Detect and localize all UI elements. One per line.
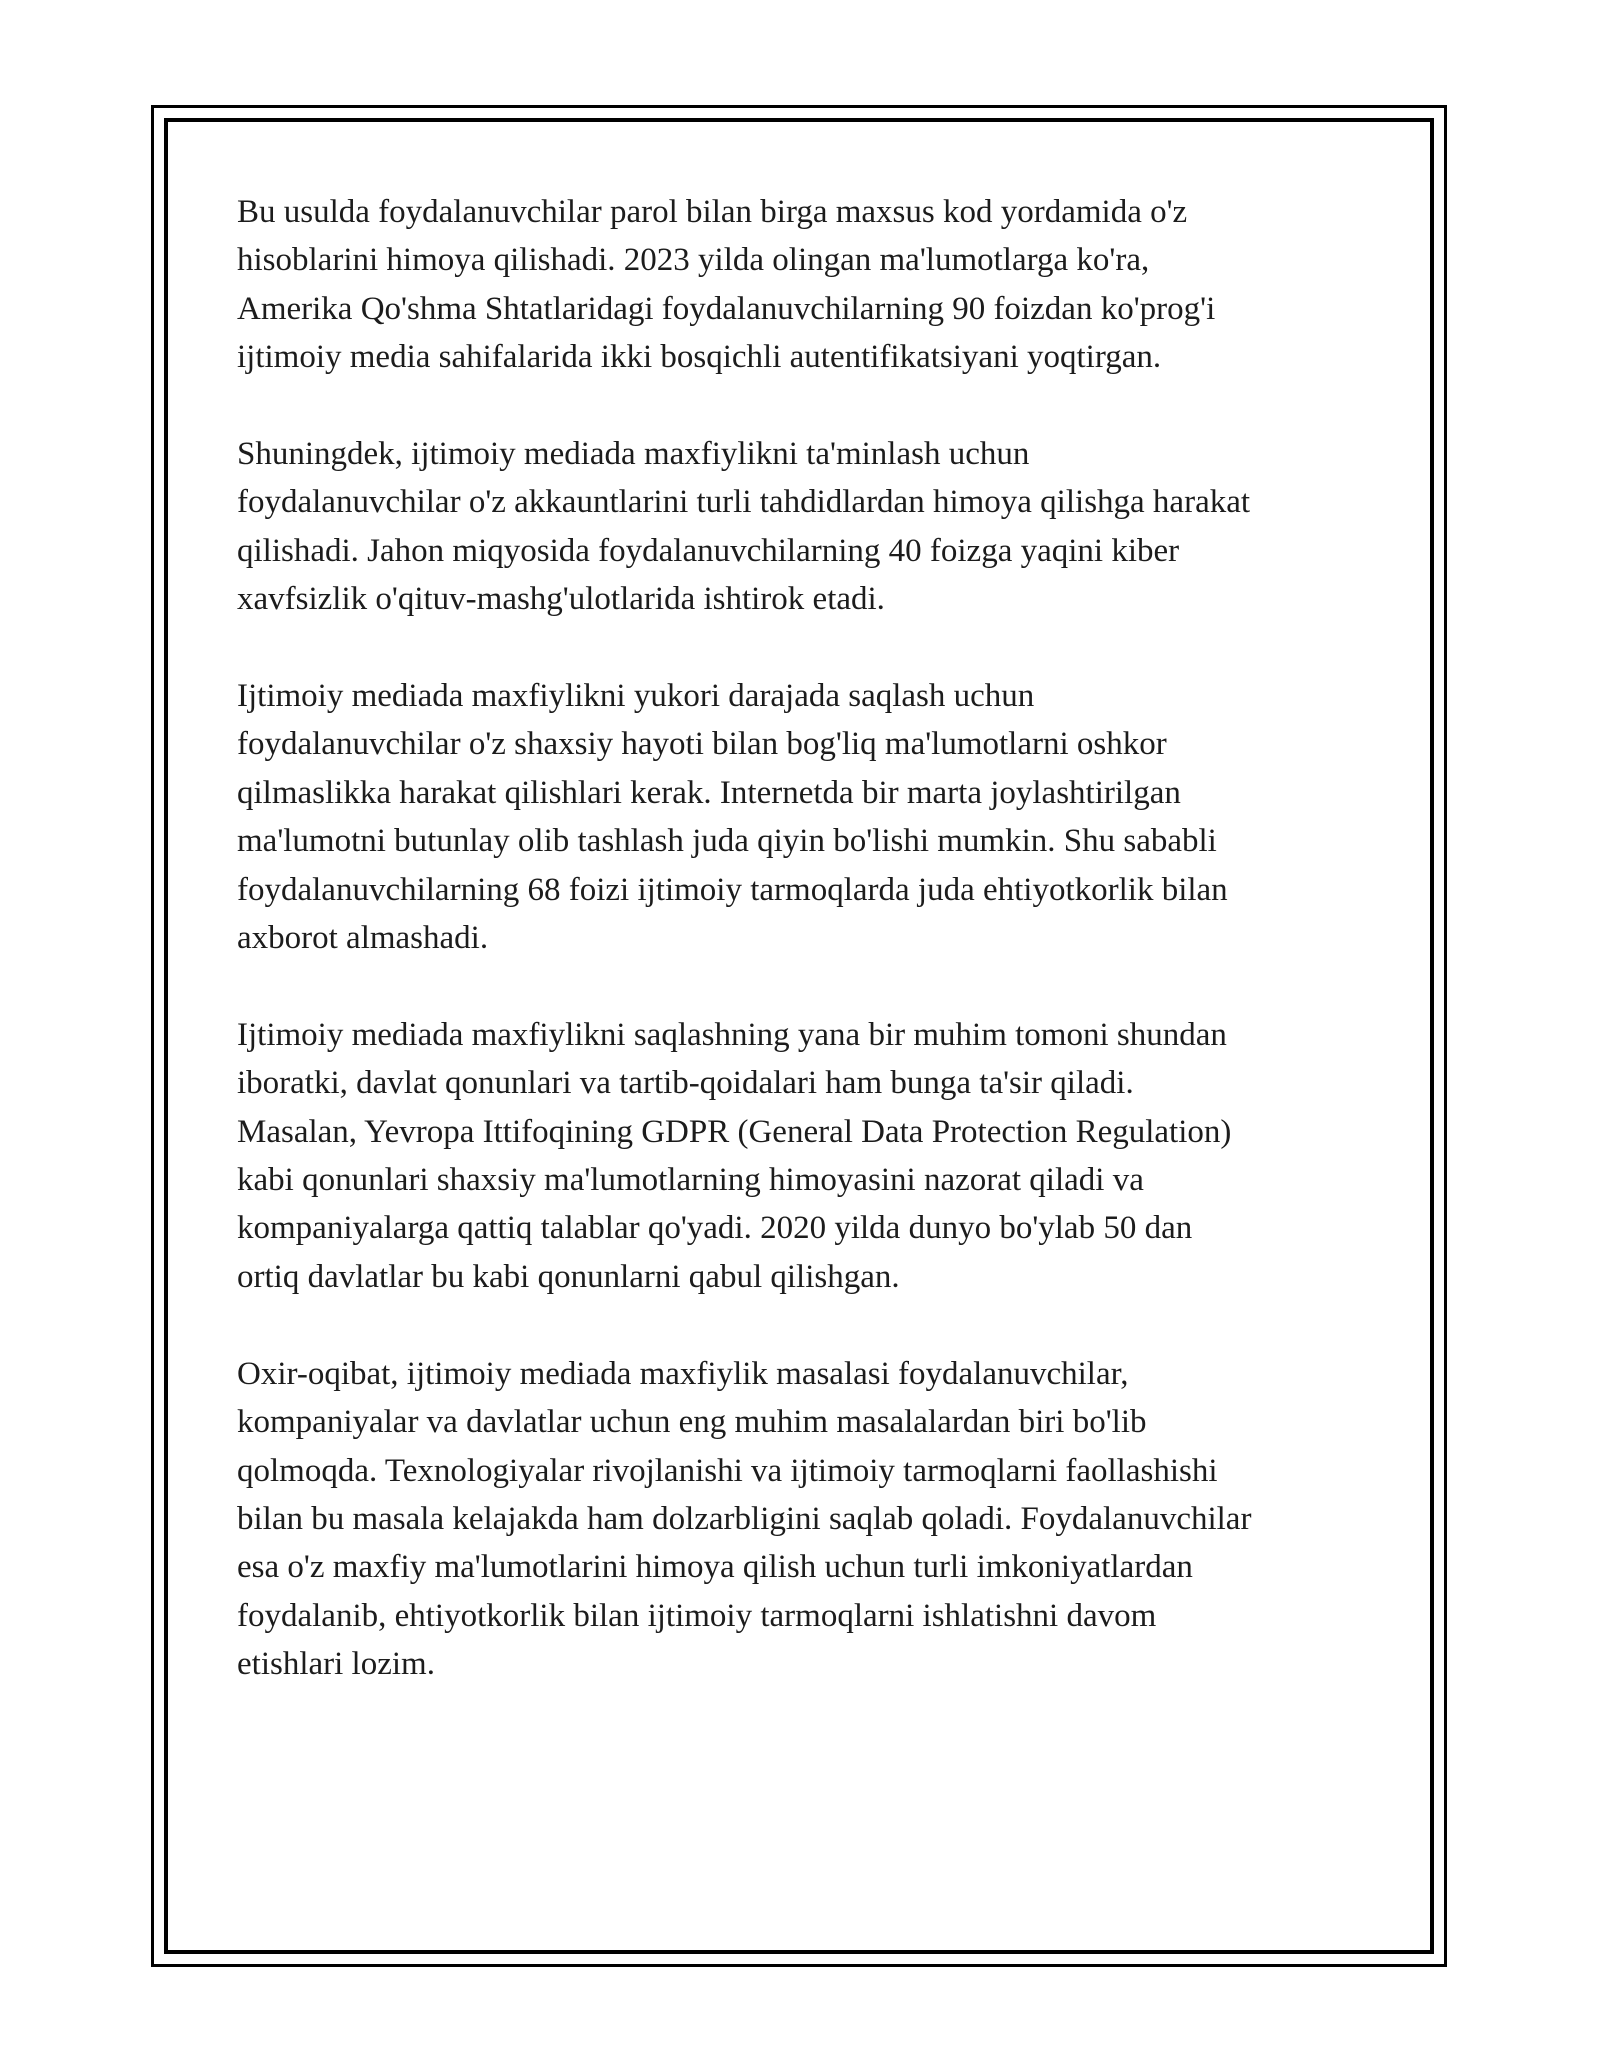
paragraph-conclusion: Oxir-oqibat, ijtimoiy mediada maxfiylik masalasi foydalanuvchilar, kompaniyalar va davlatlar uchun eng muhim masalalardan biri bo'lib qolmoqda. Texnologiyalar rivojlanishi va ijtimoiy tarmoqlarni faollashishi bilan bu masala kelajakda ham dolzarbligini saqlab qoladi. Foydalanuvchilar esa o'z maxfiy ma'lumotlarini himoya qilish uchun turli imkoniyatlardan foydalanib, ehtiyotkorlik bilan ijtimoiy tarmoqlarni ishlatishni davom etishlari lozim.	[237, 1355, 1252, 1683]
paragraph-personal-info: Ijtimoiy mediada maxfiylikni yukori darajada saqlash uchun foydalanuvchilar o'z shaxsiy hayoti bilan bog'liq ma'lumotlarni oshkor qilmaslikka harakat qilishlari kerak. Internetda bir marta joylashtirilgan ma'lumotni butunlay olib tashlash juda qiyin bo'lishi mumkin. Shu sababli foydalanuvchilarning 68 foizi ijtimoiy tarmoqlarda juda ehtiyotkorlik bilan axborot almashadi.	[237, 678, 1228, 957]
paragraph-two-factor-auth: Bu usulda foydalanuvchilar parol bilan birga maxsus kod yordamida o'z hisoblarini himoya qilishadi. 2023 yilda olingan ma'lumotlarga ko'ra, Amerika Qo'shma Shtatlaridagi foydalanuvchilarning 90 foizdan ko'prog'i ijtimoiy media sahifalarida ikki bosqichli autentifikatsiyani yoqtirgan.	[237, 194, 1216, 376]
paragraph-account-protection: Shuningdek, ijtimoiy mediada maxfiylikni ta'minlash uchun foydalanuvchilar o'z akkauntlarini turli tahdidlardan himoya qilishga harakat qilishadi. Jahon miqyosida foydalanuvchilarning 40 foizga yaqini kiber xavfsizlik o'qituv-mashg'ulotlarida ishtirok etadi.	[237, 436, 1251, 618]
paragraph-laws-regulations: Ijtimoiy mediada maxfiylikni saqlashning yana bir muhim tomoni shundan iboratki, davlat qonunlari va tartib-qoidalari ham bunga ta'sir qiladi. Masalan, Yevropa Ittifoqining GDPR (General Data Protection Regulation) kabi qonunlari shaxsiy ma'lumotlarning himoyasini nazorat qiladi va kompaniyalarga qattiq talablar qo'yadi. 2020 yilda dunyo bo'ylab 50 dan ortiq davlatlar bu kabi qonunlarni qabul qilishgan.	[237, 1016, 1232, 1295]
document-body	[237, 188, 1377, 1689]
